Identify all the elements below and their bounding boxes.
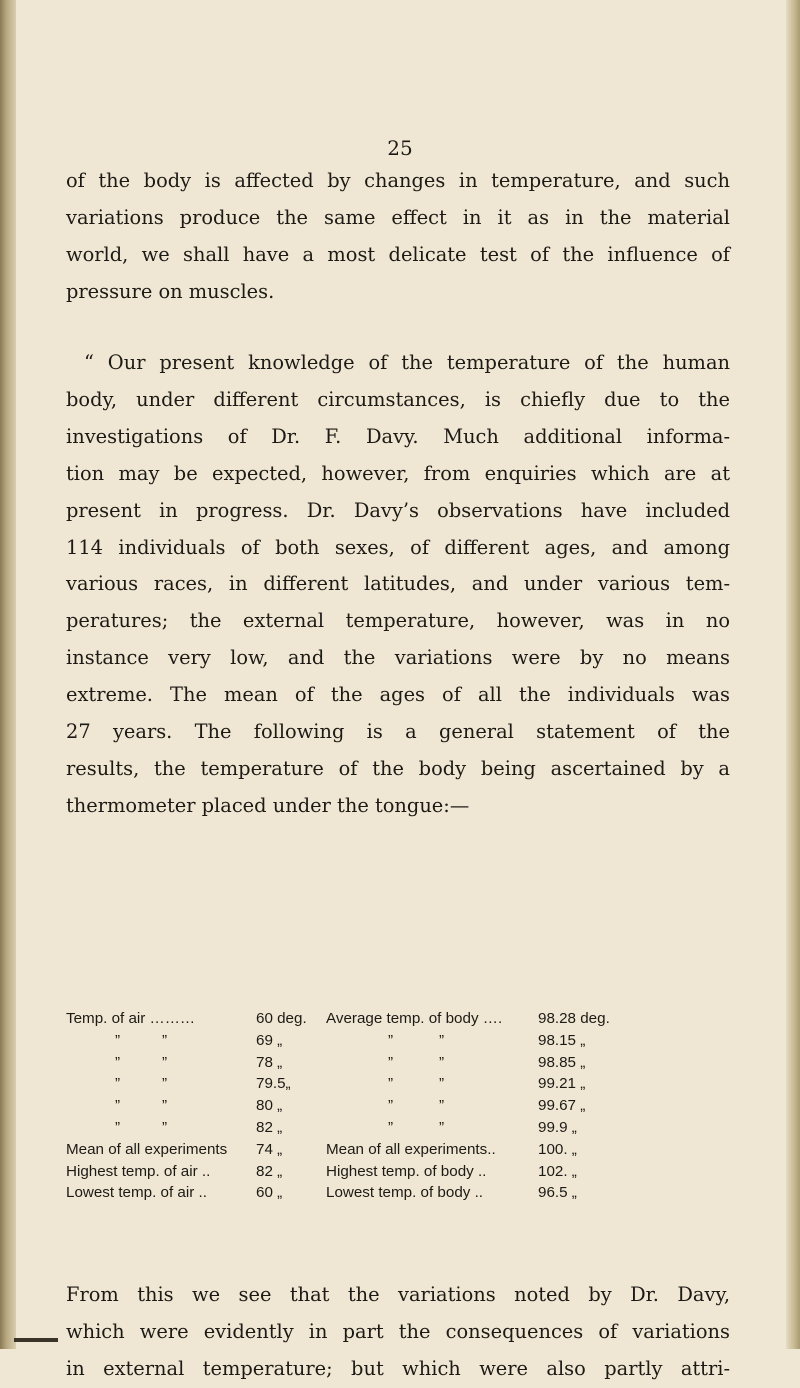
paragraph-quote <box>66 345 730 825</box>
table-row <box>66 1182 736 1204</box>
table-row <box>66 1030 736 1052</box>
text-line: body, under different circumstances, is chiefly due to the <box>66 387 730 411</box>
ditto-mark: ” <box>439 1031 445 1049</box>
air-value: 82 „ <box>256 1162 283 1180</box>
temperature-table <box>66 1008 736 1204</box>
table-row <box>66 1073 736 1095</box>
page-corner-mark <box>14 1338 58 1342</box>
text-line: instance very low, and the variations were by no means <box>66 646 730 670</box>
ditto-mark: ” <box>162 1097 168 1115</box>
ditto-mark: ” <box>388 1075 394 1093</box>
text-line: extreme. The mean of the ages of all the individuals was <box>66 683 730 707</box>
air-label: Mean of all experiments <box>66 1140 228 1158</box>
text-line: world, we shall have a most delicate test of the influence of <box>66 242 730 266</box>
air-value: 74 „ <box>256 1140 283 1158</box>
body-value: 102. „ <box>538 1162 577 1180</box>
page-right-edge <box>786 0 800 1349</box>
ditto-mark: ” <box>162 1053 168 1071</box>
body-value: 99.9 „ <box>538 1118 577 1136</box>
text-line: various races, in different latitudes, and under various tem- <box>66 572 730 596</box>
text-line: “ Our present knowledge of the temperature of the human <box>84 351 730 374</box>
paragraph-intro <box>66 163 730 311</box>
ditto-mark: ” <box>162 1031 168 1049</box>
ditto-mark: ” <box>439 1053 445 1071</box>
paragraph-conclusion <box>66 1277 730 1388</box>
ditto-mark: ” <box>439 1075 445 1093</box>
body-value: 99.67 „ <box>538 1097 586 1115</box>
body-value: 98.85 „ <box>538 1053 586 1071</box>
air-label: Lowest temp. of air .. <box>66 1184 207 1202</box>
air-value: 79.5„ <box>256 1075 291 1093</box>
table-row <box>66 1117 736 1139</box>
body-value: 100. „ <box>538 1140 577 1158</box>
air-value: 60 „ <box>256 1184 283 1202</box>
page-left-edge <box>0 0 16 1349</box>
table-row <box>66 1161 736 1183</box>
air-value: 80 „ <box>256 1097 283 1115</box>
body-value: 96.5 „ <box>538 1184 577 1202</box>
air-label: Temp. of air ……… <box>66 1010 196 1027</box>
body-label: Average temp. of body …. <box>326 1010 503 1027</box>
ditto-mark: ” <box>439 1118 445 1136</box>
body-label: Highest temp. of body .. <box>326 1162 487 1180</box>
text-line: investigations of Dr. F. Davy. Much additional informa- <box>66 424 730 448</box>
ditto-mark: ” <box>162 1118 168 1136</box>
table-row <box>66 1095 736 1117</box>
body-value: 98.28 deg. <box>538 1010 610 1027</box>
ditto-mark: ” <box>388 1053 394 1071</box>
text-line: tion may be expected, however, from enquiries which are at <box>66 461 730 485</box>
page-number: 25 <box>387 136 413 160</box>
body-label: Mean of all experiments.. <box>326 1140 496 1158</box>
ditto-mark: ” <box>115 1118 121 1136</box>
ditto-mark: ” <box>388 1118 394 1136</box>
air-label: Highest temp. of air .. <box>66 1162 211 1180</box>
text-line: variations produce the same effect in it as in the material <box>66 205 730 229</box>
air-value: 69 „ <box>256 1031 283 1049</box>
text-line: of the body is affected by changes in temperature, and such <box>66 169 730 192</box>
ditto-mark: ” <box>388 1097 394 1115</box>
ditto-mark: ” <box>115 1053 121 1071</box>
table-row <box>66 1139 736 1161</box>
text-line: From this we see that the variations noted by Dr. Davy, <box>66 1283 730 1306</box>
air-value: 60 deg. <box>256 1010 307 1027</box>
ditto-mark: ” <box>439 1097 445 1115</box>
table-row <box>66 1008 736 1030</box>
text-line: 114 individuals of both sexes, of different ages, and among <box>66 535 730 559</box>
text-line: which were evidently in part the consequences of variations <box>66 1319 730 1343</box>
body-value: 98.15 „ <box>538 1031 586 1049</box>
ditto-mark: ” <box>388 1031 394 1049</box>
text-line: results, the temperature of the body being ascertained by a <box>66 756 730 780</box>
text-line: pressure on muscles. <box>66 279 275 303</box>
text-line: 27 years. The following is a general statement of the <box>66 720 730 744</box>
ditto-mark: ” <box>162 1075 168 1093</box>
ditto-mark: ” <box>115 1075 121 1093</box>
text-line: present in progress. Dr. Davy’s observations have included <box>66 498 730 522</box>
ditto-mark: ” <box>115 1031 121 1049</box>
text-line: peratures; the external temperature, however, was in no <box>66 609 730 633</box>
text-line: in external temperature; but which were also partly attri- <box>66 1356 730 1380</box>
body-value: 99.21 „ <box>538 1075 586 1093</box>
table-row <box>66 1052 736 1074</box>
ditto-mark: ” <box>115 1097 121 1115</box>
air-value: 78 „ <box>256 1053 283 1071</box>
air-value: 82 „ <box>256 1118 283 1136</box>
body-label: Lowest temp. of body .. <box>326 1184 484 1202</box>
text-line: thermometer placed under the tongue:— <box>66 793 470 817</box>
